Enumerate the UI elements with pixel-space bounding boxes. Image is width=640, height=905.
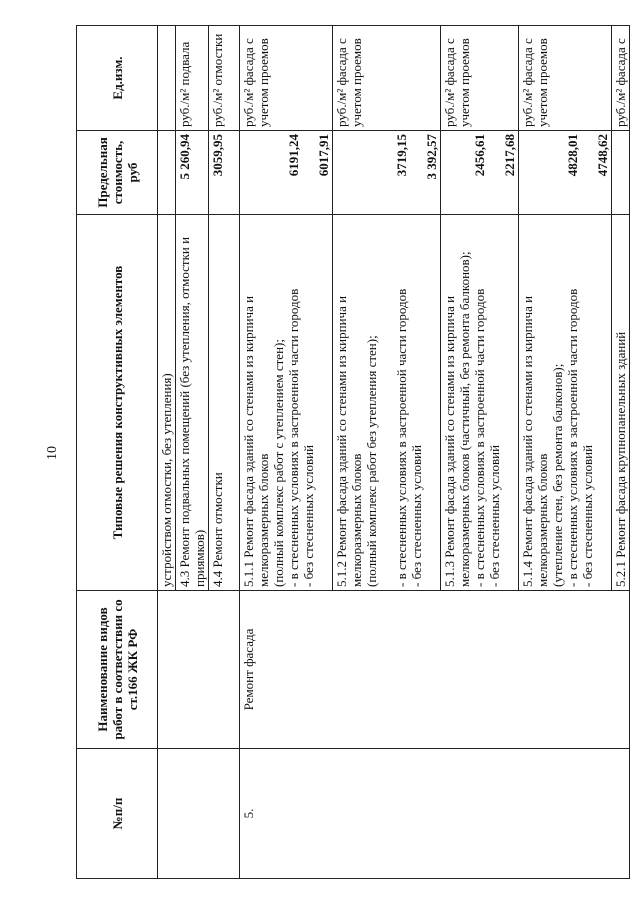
cell-cost [240,131,333,215]
solution-option-free: - без стесненных условий [487,444,502,587]
solution-note: (полный комплекс работ с утеплением стен); [271,339,286,587]
solution-title: 5.1.1 Ремонт фасада зданий со стенами из кирпича и мелкоразмерных блоков [241,295,271,587]
cell-name: Ремонт фасада [240,591,630,749]
cell-unit [158,26,176,131]
cell-solution [333,215,441,591]
cell-cost [519,131,612,215]
header-solution: Типовые решения конструктивных элементов [77,215,158,591]
solution-option-constrained: - в стесненных условиях в застроенной части городов [565,288,580,587]
cost-constrained: 6191,24 [286,134,301,177]
table-row [158,26,176,879]
solution-title: 5.1.3 Ремонт фасада зданий со стенами из кирпича и мелкоразмерных блоков (частичный, без ремонта балконов); [442,251,472,587]
solution-title: 5.1.4 Ремонт фасада зданий со стенами из кирпича и мелкоразмерных блоков [520,295,550,587]
solution-note: (полный комплекс работ без утепления стен); [364,335,379,587]
cell-cost [333,131,441,215]
cell-cost: 5 260,94 [176,131,209,215]
cell-solution: 4.3 Ремонт подвальных помещений (без утепления, отмостки и приямков) [176,215,209,591]
cell-solution [240,215,333,591]
header-num: №п/п [77,749,158,879]
solution-option-free: - без стесненных условий [409,444,424,587]
cost-table [76,25,630,879]
cell-cost [441,131,519,215]
page-number: 10 [45,446,60,460]
cell-unit: руб./м² фасада с учетом проемов [240,26,333,131]
solution-title: 5.1.2 Ремонт фасада зданий со стенами из кирпича и мелкоразмерных блоков [334,295,364,587]
cell-unit: руб./м² отмостки [209,26,240,131]
cell-solution [519,215,612,591]
cell-cost [158,131,176,215]
cell-name [158,591,240,749]
solution-option-constrained: - в стесненных условиях в застроенной части городов [286,288,301,587]
table-row [240,26,333,879]
cell-num: 5. [240,749,630,879]
cell-num [158,749,240,879]
cell-solution: 5.2.1 Ремонт фасада крупнопанельных зданий [612,215,630,591]
cell-cost: 3059,95 [209,131,240,215]
cost-free: 6017,91 [316,134,331,177]
cell-unit: руб./м² подвала [176,26,209,131]
cell-solution [441,215,519,591]
solution-option-constrained: - в стесненных условиях в застроенной части городов [472,288,487,587]
solution-option-free: - без стесненных условий [580,444,595,587]
solution-option-free: - без стесненных условий [301,444,316,587]
cell-unit: руб./м² фасада с [612,26,630,131]
cost-constrained: 3719,15 [394,134,409,177]
cost-constrained: 2456,61 [472,134,487,177]
cell-solution: устройством отмостки, без утепления) [158,215,176,591]
cost-free: 2217,68 [502,134,517,177]
cost-free: 4748,62 [595,134,610,177]
solution-option-constrained: - в стесненных условиях в застроенной части городов [394,288,409,587]
table-header-row [77,26,158,879]
header-unit: Ед.изм. [77,26,158,131]
header-cost: Предельная стоимость, руб [77,131,158,215]
cell-unit: руб./м² фасада с учетом проемов [333,26,441,131]
rotated-page [76,26,628,879]
solution-note: (утепление стен, без ремонта балконов); [550,363,565,587]
cell-solution: 4.4 Ремонт отмостки [209,215,240,591]
table-sheet [76,26,628,879]
cell-unit: руб./м² фасада с учетом проемов [519,26,612,131]
cell-cost [612,131,630,215]
cost-constrained: 4828,01 [565,134,580,177]
cost-free: 3 392,57 [424,134,439,180]
header-name: Наименование видов работ в соответствии со ст.166 ЖК РФ [77,591,158,749]
cell-unit: руб./м² фасада с учетом проемов [441,26,519,131]
